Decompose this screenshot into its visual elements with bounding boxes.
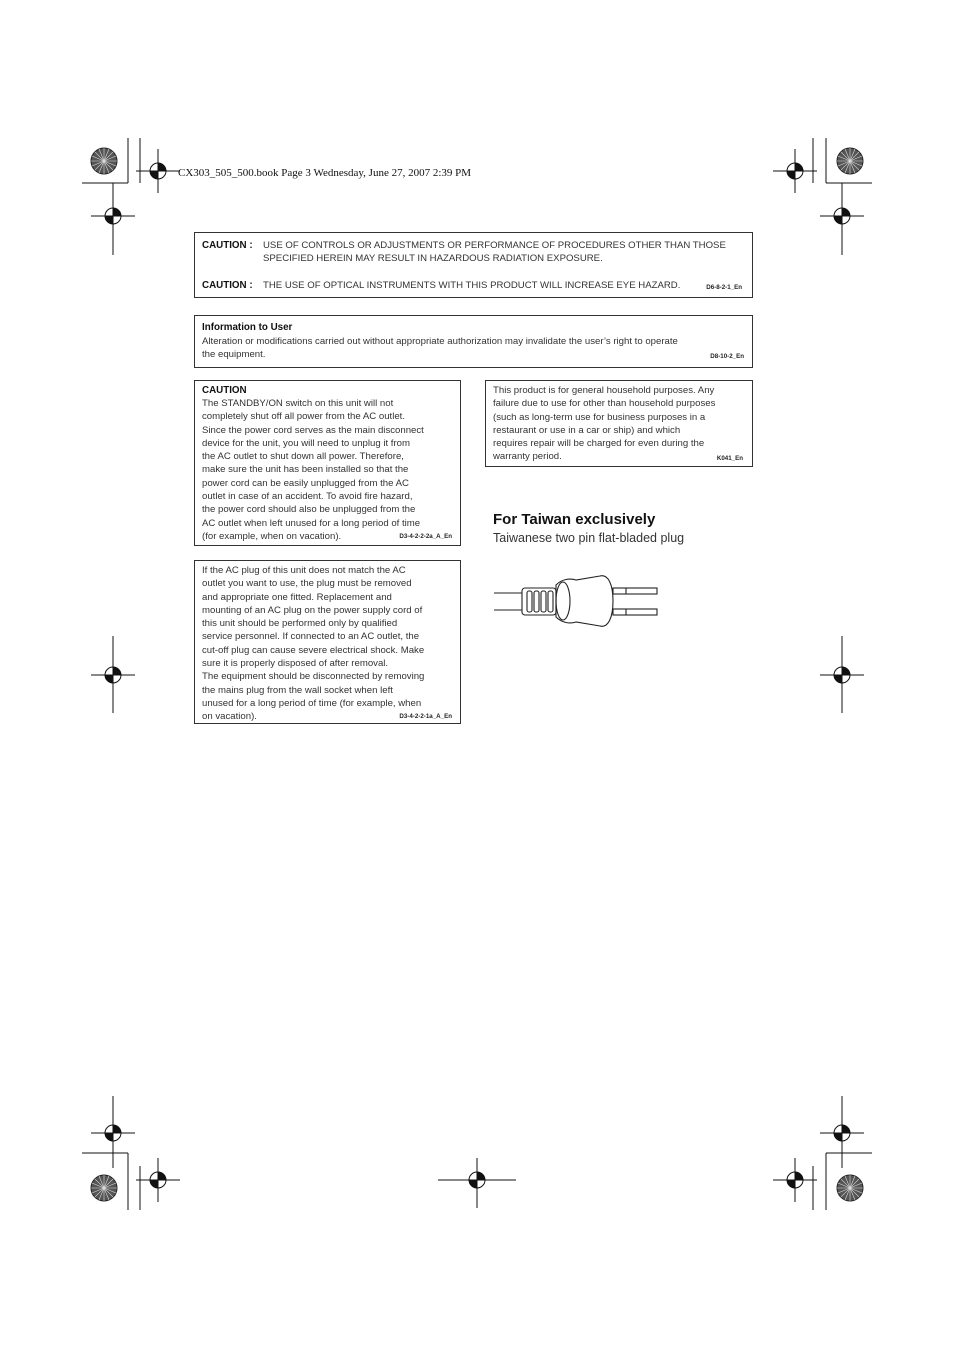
standby-caution-title: CAUTION xyxy=(202,385,247,396)
caution-text: THE USE OF OPTICAL INSTRUMENTS WITH THIS PRODUCT WILL INCREASE EYE HAZARD. xyxy=(263,280,681,291)
text-line: the AC outlet to shut down all power. Therefore, xyxy=(202,451,404,463)
doc-code: D3-4-2-2-2a_A_En xyxy=(399,533,452,540)
text-line: cut-off plug can cause severe electrical shock. Make xyxy=(202,644,425,656)
text-line: device for the unit, you will need to unplug it from xyxy=(202,437,410,449)
info-title: Information to User xyxy=(202,322,293,333)
text-line: mounting of an AC plug on the power supply cord of xyxy=(202,604,423,616)
info-to-user-box xyxy=(194,315,753,368)
text-line: warranty period. xyxy=(493,451,562,463)
text-line: AC outlet when left unused for a long period of time xyxy=(202,517,421,529)
text-line: sure it is properly disposed of after removal. xyxy=(202,658,389,670)
doc-code: D3-4-2-2-1a_A_En xyxy=(399,713,452,720)
standby-caution-text xyxy=(202,397,458,543)
text-line: outlet you want to use, the plug must be removed xyxy=(202,578,412,590)
text-line: this unit should be performed only by qualified xyxy=(202,618,398,630)
info-text-line: Alteration or modifications carried out without appropriate authorization may invalidate the user’s right to operate xyxy=(202,336,678,347)
caution-text-line: USE OF CONTROLS OR ADJUSTMENTS OR PERFORMANCE OF PROCEDURES OTHER THAN THOSE xyxy=(263,240,726,251)
text-line: outlet in case of an accident. To avoid fire hazard, xyxy=(202,491,413,503)
text-line: and appropriate one fitted. Replacement and xyxy=(202,591,392,603)
text-line: Since the power cord serves as the main disconnect xyxy=(202,424,424,436)
text-line: power cord can be easily unplugged from the AC xyxy=(202,477,409,489)
text-line: This product is for general household purposes. Any xyxy=(493,385,715,396)
taiwan-subheading: Taiwanese two pin flat-bladed plug xyxy=(493,531,685,545)
doc-code: K041_En xyxy=(716,455,743,462)
doc-code: D6-8-2-1_En xyxy=(706,284,742,291)
ac-plug-text xyxy=(202,564,458,724)
text-line: If the AC plug of this unit does not match the AC xyxy=(202,565,406,576)
text-line: failure due to use for other than household purposes xyxy=(493,398,716,410)
caution-label: CAUTION : xyxy=(202,280,253,291)
text-line: requires repair will be charged for even during the xyxy=(493,438,705,450)
household-box xyxy=(485,380,753,467)
text-line: unused for a long period of time (for example, when xyxy=(202,697,422,709)
text-line: the mains plug from the wall socket when left xyxy=(202,684,393,696)
text-line: (for example, when on vacation). xyxy=(202,530,342,542)
plug-illustration xyxy=(492,570,662,640)
info-text-line: the equipment. xyxy=(202,349,266,360)
text-line: The STANDBY/ON switch on this unit will not xyxy=(202,398,394,409)
text-line: make sure the unit has been installed so that the xyxy=(202,464,409,476)
caution-label: CAUTION : xyxy=(202,240,253,251)
text-line: (such as long-term use for business purposes in a xyxy=(493,411,706,423)
standby-caution-box xyxy=(194,380,461,546)
doc-code: D8-10-2_En xyxy=(710,353,744,360)
text-line: on vacation). xyxy=(202,711,257,723)
caution-text-line: SPECIFIED HEREIN MAY RESULT IN HAZARDOUS RADIATION EXPOSURE. xyxy=(263,253,603,265)
text-line: the power cord should also be unplugged from the xyxy=(202,504,416,516)
text-line: completely shut off all power from the AC outlet. xyxy=(202,411,405,423)
text-line: service personnel. If connected to an AC outlet, the xyxy=(202,631,420,643)
book-header: CX303_505_500.book Page 3 Wednesday, June 27, 2007 2:39 PM xyxy=(178,167,472,179)
ac-plug-box xyxy=(194,560,461,724)
taiwan-heading: For Taiwan exclusively xyxy=(493,511,656,528)
text-line: The equipment should be disconnected by removing xyxy=(202,671,425,683)
household-text xyxy=(493,384,751,464)
laser-caution-box xyxy=(194,232,753,298)
text-line: restaurant or use in a car or ship) and which xyxy=(493,424,681,436)
